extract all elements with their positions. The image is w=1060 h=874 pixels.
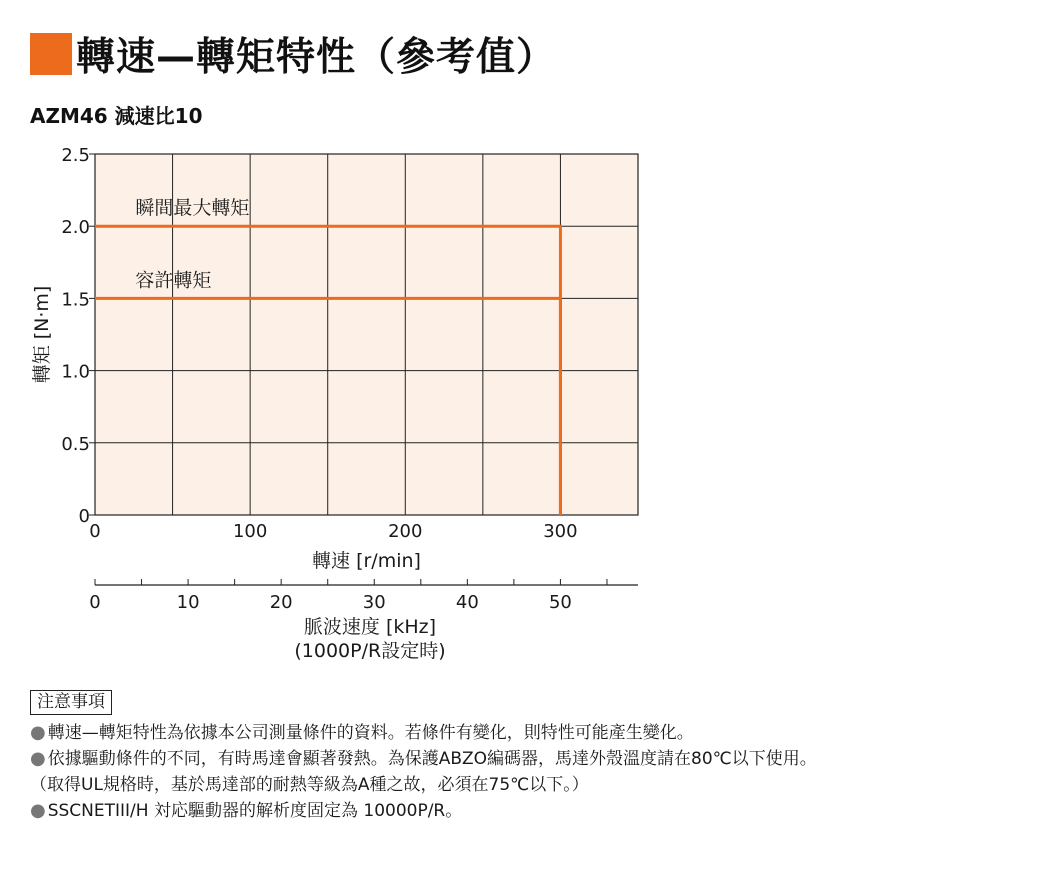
note-item <box>30 720 817 746</box>
y-tick-label: 1.5 <box>61 289 90 311</box>
secondary-tick-label: 20 <box>269 592 293 613</box>
secondary-axis-sublabel: (1000P/R設定時) <box>294 640 446 662</box>
page-title-text: 轉速—轉矩特性（參考值） <box>76 35 557 80</box>
y-tick-label: 0.5 <box>61 433 90 455</box>
secondary-axis-label: 脈波速度 [kHz] <box>303 616 437 638</box>
note-text: （取得UL規格時，基於馬達部的耐熱等級為A種之故，必須在75℃以下。） <box>30 775 589 795</box>
y-tick-label: 1.0 <box>61 361 90 383</box>
x-axis-label: 轉速 [r/min] <box>312 550 421 572</box>
note-text: 轉速—轉矩特性為依據本公司測量條件的資料。若條件有變化，則特性可能產生變化。 <box>47 723 694 743</box>
note-text: SSCNETIII/H 対応驅動器的解析度固定為 10000P/R。 <box>47 801 463 821</box>
x-axis-ticks <box>89 521 577 542</box>
series-label-2: 容許轉矩 <box>135 269 212 292</box>
x-tick-label: 100 <box>232 521 268 542</box>
note-item <box>30 772 817 798</box>
secondary-tick-label: 40 <box>455 592 479 613</box>
secondary-axis <box>89 579 638 613</box>
secondary-tick-label: 10 <box>176 592 200 613</box>
x-tick-label: 200 <box>388 521 423 542</box>
secondary-tick-label: 50 <box>548 592 572 613</box>
y-tick-label: 2.5 <box>61 145 90 166</box>
note-item <box>30 798 817 824</box>
note-text: 依據驅動條件的不同，有時馬達會顯著發熱。為保護ABZO編碼器，馬達外殼溫度請在80℃以下使用。 <box>47 749 817 769</box>
x-tick-label: 300 <box>543 521 578 542</box>
bullet-icon: ● <box>30 748 46 769</box>
notes-list <box>30 720 817 824</box>
x-tick-label: 0 <box>89 521 101 542</box>
y-axis-ticks <box>61 145 95 527</box>
bullet-icon: ● <box>30 722 46 743</box>
y-tick-label: 0 <box>78 506 90 527</box>
y-axis-label: 轉矩 [N·m] <box>31 285 53 384</box>
secondary-tick-label: 30 <box>362 592 386 613</box>
secondary-tick-label: 0 <box>89 592 101 613</box>
chart-subtitle: AZM46 減速比10 <box>30 104 203 128</box>
series-label-1: 瞬間最大轉矩 <box>135 197 250 220</box>
notes-heading: 注意事項 <box>30 690 112 715</box>
bullet-icon: ● <box>30 800 46 821</box>
note-item <box>30 746 817 772</box>
y-tick-label: 2.0 <box>61 217 90 239</box>
